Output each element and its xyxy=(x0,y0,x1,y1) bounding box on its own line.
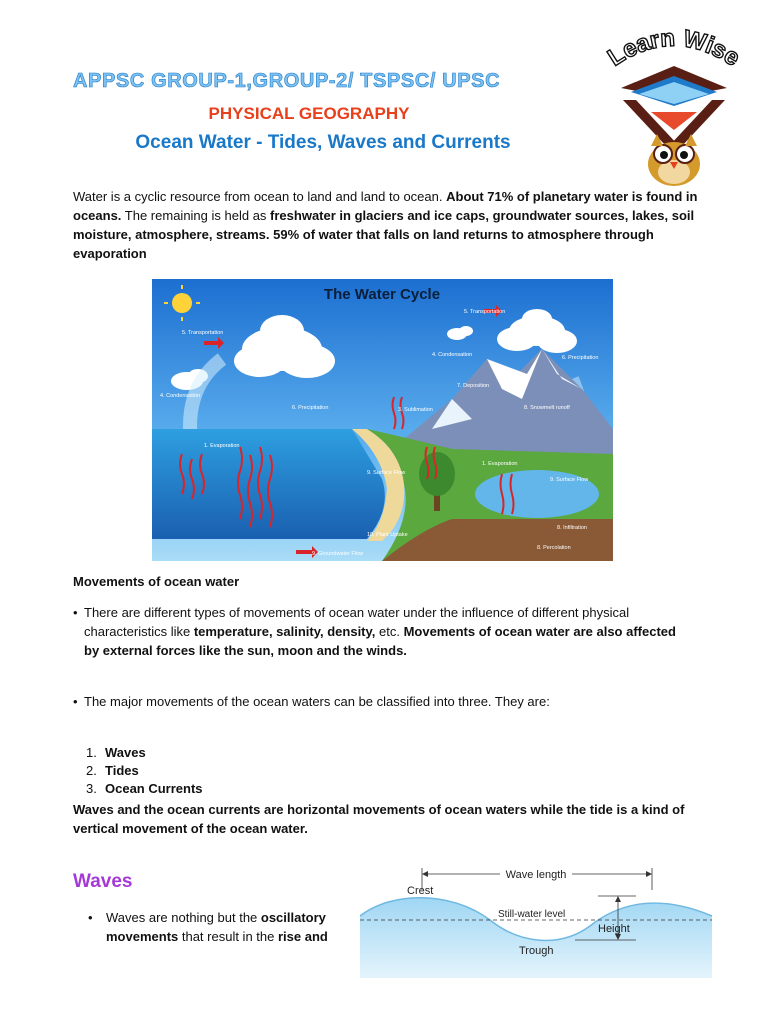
wave-length-label: Wave length xyxy=(505,869,567,881)
label-condensation-left: 4. Condensation xyxy=(160,393,201,399)
subject-heading: PHYSICAL GEOGRAPHY xyxy=(208,104,410,123)
label-infiltration: 8. Infiltration xyxy=(557,525,587,531)
exam-heading: APPSC GROUP-1,GROUP-2/ TSPSC/ UPSC xyxy=(73,70,501,92)
label-transportation-right: 5. Transportation xyxy=(464,309,506,315)
water-cycle-illustration xyxy=(152,279,613,561)
height-label: Height xyxy=(598,923,630,935)
label-percolation: 8. Percolation xyxy=(537,545,571,551)
list-item: 1. Waves xyxy=(86,745,146,760)
label-precipitation-right: 6. Precipitation xyxy=(562,355,599,361)
label-surface-flow: 9. Surface Flow xyxy=(367,470,406,476)
movements-bullet-1: • There are different types of movements of ocean water under the influence of different physical characteristics like temperature, salinity, density, etc. Movements of ocean water are also affected by external forces like the sun, moon and the winds. xyxy=(73,605,676,658)
movements-bullet-2: • The major movements of the ocean waters can be classified into three. They are: xyxy=(73,694,550,709)
label-groundwater: 9. Groundwater Flow xyxy=(312,551,364,557)
label-deposition: 7. Deposition xyxy=(457,383,490,389)
list-item: 2. Tides xyxy=(86,763,139,778)
movements-summary: Waves and the ocean currents are horizontal movements of ocean waters while the tide is a kind of vertical movement of the ocean water. xyxy=(73,802,685,836)
trough-label: Trough xyxy=(519,945,554,957)
label-condensation-right: 4. Condensation xyxy=(432,352,473,358)
label-surface-flow-right: 9. Surface Flow xyxy=(550,477,589,483)
label-evaporation-left: 1. Evaporation xyxy=(204,443,240,449)
label-sublimation: 3. Sublimation xyxy=(398,407,433,413)
label-plant-uptake: 10. Plant Uptake xyxy=(367,532,408,538)
still-water-label: Still-water level xyxy=(498,909,566,920)
intro-paragraph: Water is a cyclic resource from ocean to land and land to ocean. About 71% of planetary water is found in oceans. The remaining is held as freshwater in glaciers and ice caps, groundwater sources, lakes, soil moisture, atmosphere, streams. 59% of water that falls on land returns to atmosphere through evaporation xyxy=(73,189,698,261)
label-evaporation-right: 1. Evaporation xyxy=(482,461,518,467)
water-cycle-title: The Water Cycle xyxy=(323,286,441,303)
bullet-dot: • xyxy=(73,694,78,709)
waves-bullet-1: • Waves are nothing but the oscillatory movements that result in the rise and xyxy=(88,910,328,944)
topic-heading: Ocean Water - Tides, Waves and Currents xyxy=(135,132,511,153)
learn-wise-logo xyxy=(593,26,755,192)
label-precipitation-left: 6. Precipitation xyxy=(292,405,329,411)
bullet-dot: • xyxy=(88,910,93,925)
movements-heading: Movements of ocean water xyxy=(73,574,240,589)
bullet-dot: • xyxy=(73,605,78,620)
movement-types-list xyxy=(86,744,203,798)
label-snowmelt: 8. Snowmelt runoff xyxy=(524,405,570,411)
crest-label: Crest xyxy=(407,885,434,897)
wave-anatomy-diagram xyxy=(360,862,712,978)
list-item: 3. Ocean Currents xyxy=(86,781,203,796)
logo-text: Learn Wise xyxy=(603,26,745,72)
waves-heading: Waves xyxy=(73,871,133,892)
label-transportation-left: 5. Transportation xyxy=(182,330,224,336)
